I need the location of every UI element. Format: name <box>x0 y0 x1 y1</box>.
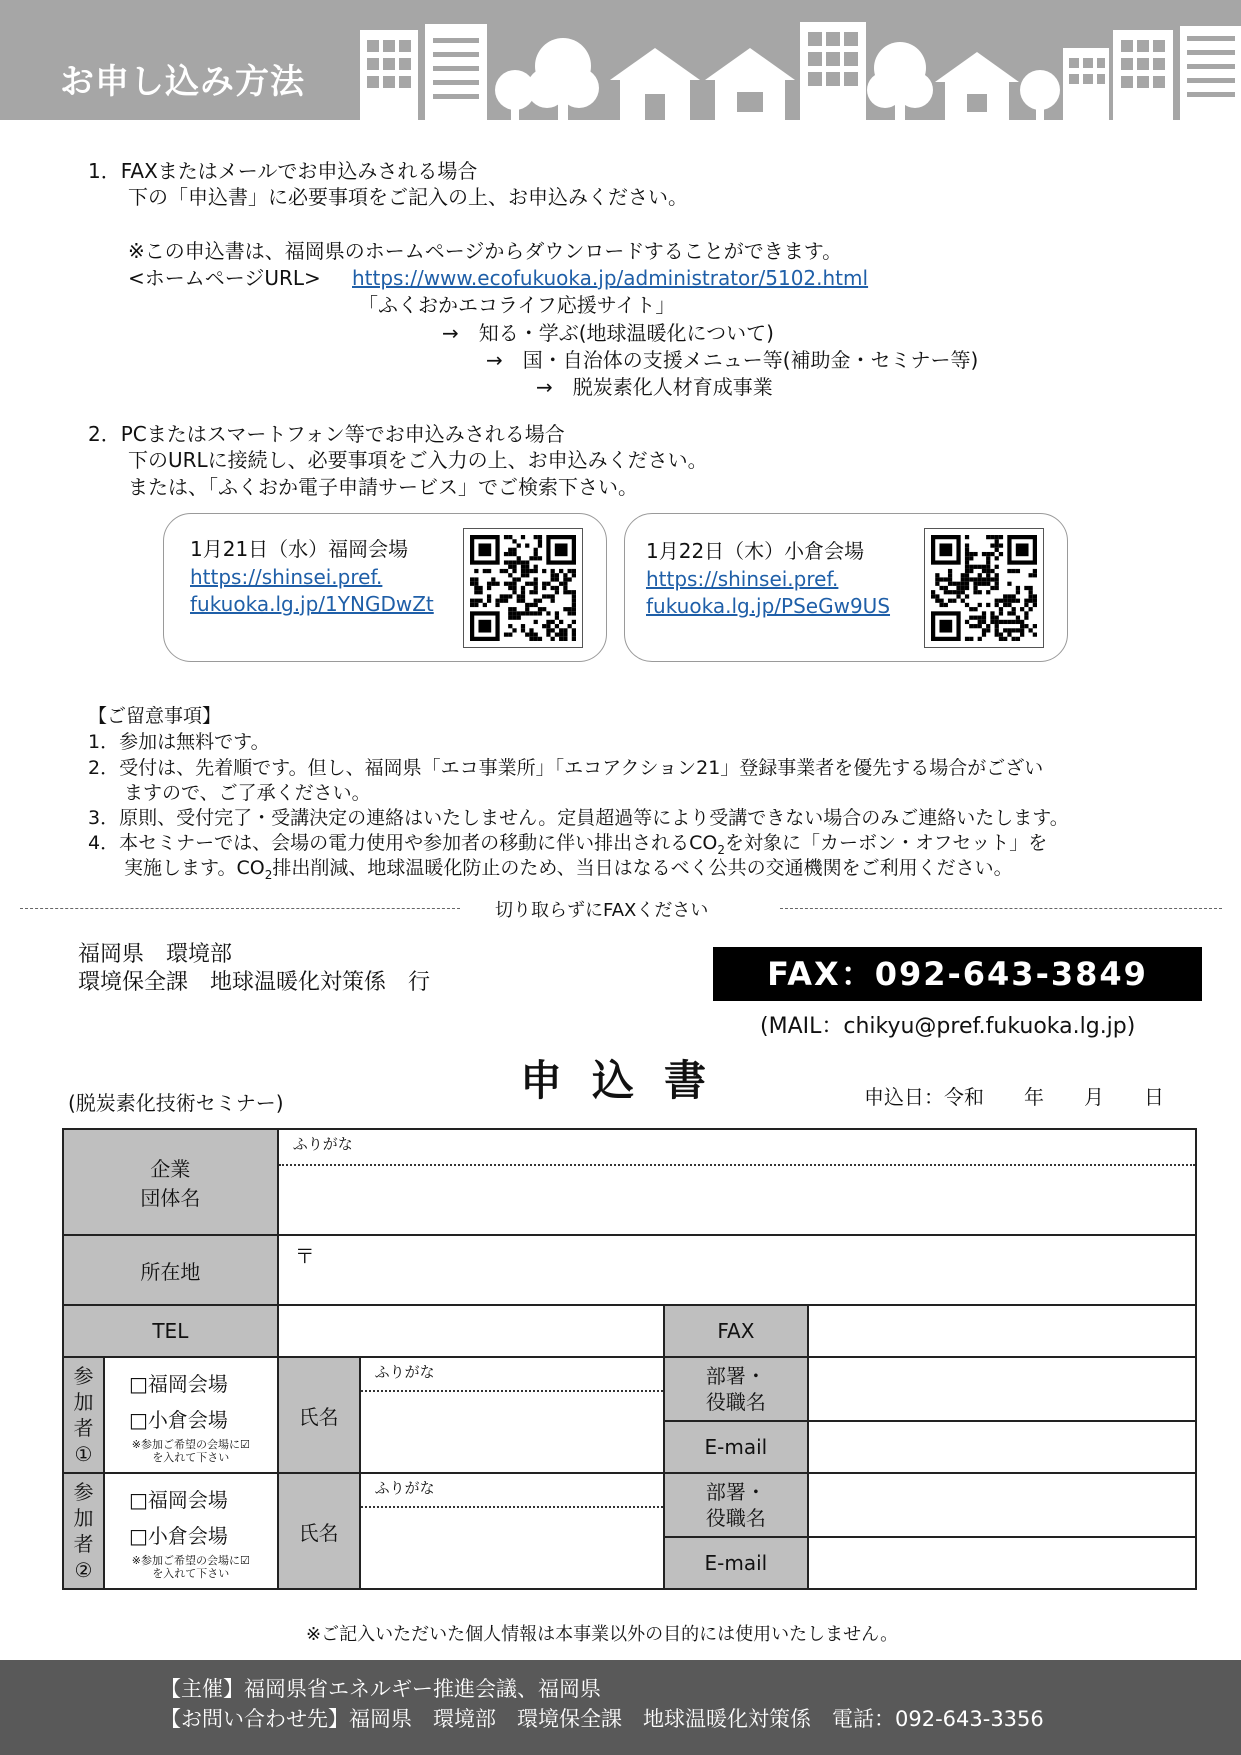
participant-label-char: 参 <box>73 1364 94 1388</box>
note-1: 1．参加は無料です。 <box>88 731 270 753</box>
nav-path-3: → 国・自治体の支援メニュー等(補助金・セミナー等) <box>486 348 979 372</box>
qr-code-icon <box>470 535 576 641</box>
venue-checkbox-kokura[interactable]: □小倉会場 <box>128 1408 228 1432</box>
participant-label-char: ① <box>74 1442 93 1466</box>
venue-date-kokura: 1月22日（木）小倉会場 <box>646 539 865 563</box>
footer <box>0 1660 1241 1755</box>
participant-1-name-field[interactable] <box>360 1357 664 1473</box>
tel-label: TEL <box>63 1305 278 1357</box>
form-subtitle: (脱炭素化技術セミナー) <box>68 1091 284 1115</box>
venue-checkbox-note <box>105 1554 277 1580</box>
company-label-line1: 企業 <box>150 1157 191 1181</box>
participant-1-email-field[interactable] <box>808 1421 1196 1473</box>
participant-2-email-field[interactable] <box>808 1537 1196 1589</box>
venue-checkbox-fukuoka[interactable]: □福岡会場 <box>128 1488 228 1512</box>
participant-label-char: 参 <box>73 1480 94 1504</box>
fax-field[interactable] <box>808 1305 1196 1357</box>
dept-label <box>664 1473 808 1537</box>
notes-heading: 【ご留意事項】 <box>88 705 222 727</box>
venue-note-line2: を入れて下さい <box>152 1567 230 1580</box>
name-label: 氏名 <box>278 1473 360 1589</box>
note-4b-text-end: 排出削減、地球温暖化防止のため、当日はなるべく公共の交通機関をご利用ください。 <box>272 857 1013 879</box>
name-furigana: ふりがな <box>361 1358 663 1392</box>
company-label <box>63 1129 278 1235</box>
section1-instruction: 下の「申込書」に必要事項をご記入の上、お申込みください。 <box>128 185 688 209</box>
participant-label-char: 加 <box>73 1506 94 1530</box>
tel-field[interactable] <box>278 1305 664 1357</box>
address-field[interactable] <box>278 1235 1196 1305</box>
application-date: 申込日：令和 年 月 日 <box>864 1085 1164 1109</box>
section2-instruction: 下のURLに接続し、必要事項をご入力の上、お申込みください。 <box>128 448 708 472</box>
participant-2-name-field[interactable] <box>360 1473 664 1589</box>
note-2b: ますので、ご了承ください。 <box>124 782 371 804</box>
venue-note-line1: ※参加ご希望の会場に☑ <box>131 1438 250 1451</box>
nav-path-4: → 脱炭素化人材育成事業 <box>536 375 773 399</box>
fax-number-box: FAX：092-643-3849 <box>713 947 1202 1001</box>
dept-label <box>664 1357 808 1421</box>
venue-url-kokura-2[interactable]: fukuoka.lg.jp/PSeGw9US <box>646 594 891 618</box>
section2-search-hint: または、「ふくおか電子申請サービス」でご検索下さい。 <box>128 475 638 499</box>
venue-note-line2: を入れて下さい <box>152 1451 230 1464</box>
venue-url-fukuoka-1[interactable]: https://shinsei.pref. <box>190 565 383 589</box>
form-title: 申込書 <box>520 1056 737 1105</box>
note-3: 3．原則、受付完了・受講決定の連絡はいたしません。定員超過等により受講できない場合のみご連絡いたします。 <box>88 807 1069 829</box>
company-name-field[interactable] <box>278 1129 1196 1235</box>
participant-label-char: 者 <box>73 1532 94 1556</box>
nav-path-1: 「ふくおかエコライフ応援サイト」 <box>358 293 676 317</box>
note-4a-text-end: を対象に「カーボン・オフセット」を <box>724 832 1048 854</box>
participant-2-venue-select <box>104 1473 278 1589</box>
co2-subscript: 2 <box>264 867 273 882</box>
participant-label-char: ② <box>74 1558 93 1582</box>
footer-contact: 【お問い合わせ先】福岡県 環境部 環境保全課 地球温暖化対策係 電話：092-643-3356 <box>160 1707 1044 1731</box>
skyline-illustration <box>355 18 1241 120</box>
dept-label-line2: 役職名 <box>705 1390 766 1414</box>
company-furigana: ふりがな <box>279 1130 1195 1166</box>
name-furigana: ふりがな <box>361 1474 663 1508</box>
qr-code-fukuoka[interactable] <box>463 528 583 648</box>
participant-1-dept-field[interactable] <box>808 1357 1196 1421</box>
privacy-note: ※ご記入いただいた個人情報は本事業以外の目的には使用いたしません。 <box>306 1624 899 1645</box>
section2-heading: 2．PCまたはスマートフォン等でお申込みされる場合 <box>88 422 565 446</box>
name-label: 氏名 <box>278 1357 360 1473</box>
recipient-line1: 福岡県 環境部 <box>78 942 233 967</box>
homepage-url-label: <ホームページURL> <box>128 266 321 290</box>
postal-mark: 〒 <box>294 1244 315 1268</box>
participant-2-dept-field[interactable] <box>808 1473 1196 1537</box>
recipient-line2: 環境保全課 地球温暖化対策係 行 <box>78 970 431 995</box>
venue-note-line1: ※参加ご希望の会場に☑ <box>131 1554 250 1567</box>
co2-subscript: 2 <box>717 842 725 857</box>
page-title: お申し込み方法 <box>60 62 305 102</box>
cut-line-right <box>780 908 1222 909</box>
homepage-url-link[interactable]: https://www.ecofukuoka.jp/administrator/5102.html <box>352 266 869 290</box>
fax-label: FAX <box>664 1305 808 1357</box>
participant-2-label <box>63 1473 104 1589</box>
participant-1-venue-select <box>104 1357 278 1473</box>
dept-label-line2: 役職名 <box>705 1506 766 1530</box>
address-label: 所在地 <box>63 1235 278 1305</box>
qr-code-kokura[interactable] <box>924 528 1044 648</box>
qr-code-icon <box>931 535 1037 641</box>
cut-line-label: 切り取らずにFAXください <box>495 900 709 921</box>
email-label: E-mail <box>664 1421 808 1473</box>
participant-1-label <box>63 1357 104 1473</box>
venue-checkbox-fukuoka[interactable]: □福岡会場 <box>128 1372 228 1396</box>
venue-date-fukuoka: 1月21日（水）福岡会場 <box>190 537 409 561</box>
note-4b-text: 実施します。CO <box>124 857 265 879</box>
note-2a: 2．受付は、先着順です。但し、福岡県「エコ事業所」「エコアクション21」登録事業者を優先する場合がござい <box>88 757 1044 779</box>
note-4a-text: 4．本セミナーでは、会場の電力使用や参加者の移動に伴い排出されるCO <box>88 832 718 854</box>
mail-address: (MAIL：chikyu@pref.fukuoka.lg.jp) <box>760 1014 1136 1039</box>
company-label-line2: 団体名 <box>140 1186 201 1210</box>
dept-label-line1: 部署・ <box>705 1480 766 1504</box>
download-note: ※この申込書は、福岡県のホームページからダウンロードすることができます。 <box>128 239 843 263</box>
section1-heading: 1．FAXまたはメールでお申込みされる場合 <box>88 159 478 183</box>
participant-label-char: 者 <box>73 1416 94 1440</box>
email-label: E-mail <box>664 1537 808 1589</box>
dept-label-line1: 部署・ <box>705 1364 766 1388</box>
venue-url-fukuoka-2[interactable]: fukuoka.lg.jp/1YNGDwZt <box>190 592 434 616</box>
venue-checkbox-kokura[interactable]: □小倉会場 <box>128 1524 228 1548</box>
application-form-table <box>62 1128 1197 1590</box>
venue-url-kokura-1[interactable]: https://shinsei.pref. <box>646 567 839 591</box>
nav-path-2: → 知る・学ぶ(地球温暖化について) <box>442 321 774 345</box>
note-4b <box>124 855 1013 888</box>
venue-checkbox-note <box>105 1438 277 1464</box>
participant-label-char: 加 <box>73 1390 94 1414</box>
cut-line-left <box>20 908 460 909</box>
footer-organizer: 【主催】福岡県省エネルギー推進会議、福岡県 <box>160 1677 601 1701</box>
